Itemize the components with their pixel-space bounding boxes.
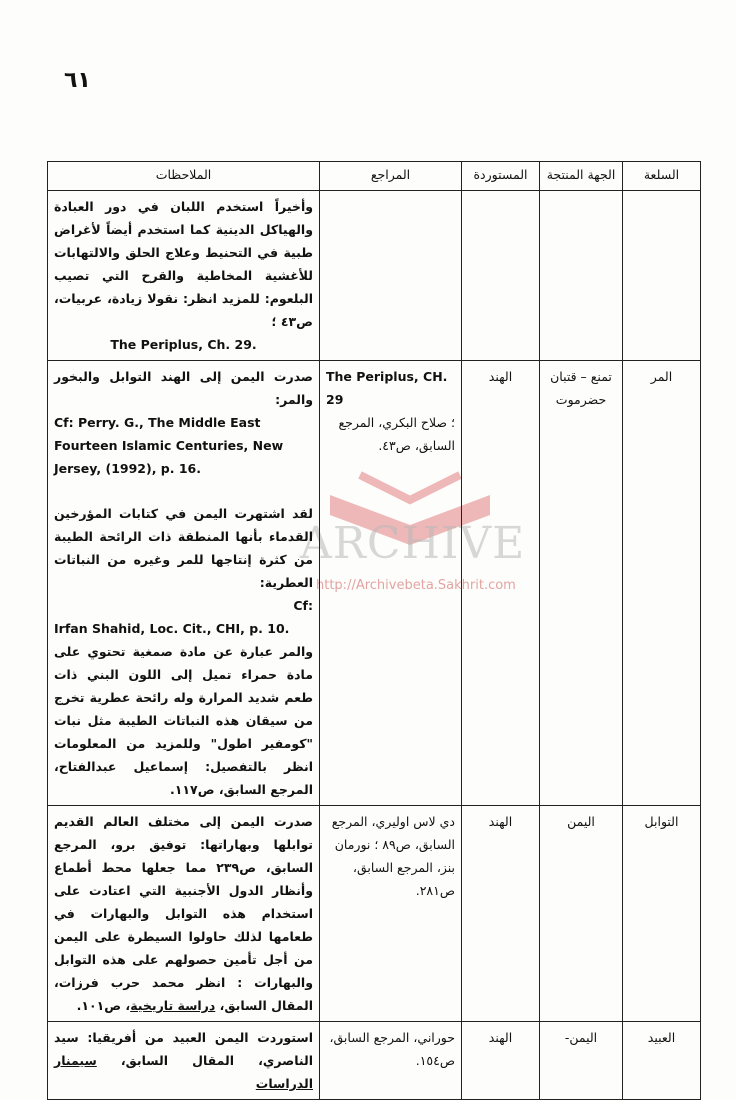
cell-references: دي لاس اوليري، المرجع السابق، ص٨٩ ؛ نورمان بنز، المرجع السابق، ص٢٨١. [320,806,462,1022]
notes-text-3: والمر عبارة عن مادة صمغية تحتوي على مادة حمراء تميل إلى اللون البني ذات طعم شديد المرارة وله رائحة عطرية تخرج من سيقان هذه النباتات الطيبة مثل نبات "كومفير اطول" وللمزيد من المعلومات انظر بالتفصيل: إسماعيل عبدالفتاح، المرجع السابق، ص١١٧. [54,644,313,797]
cell-producer: اليمن [540,806,623,1022]
notes-text: استوردت اليمن العبيد من أفريقيا: سيد الناصري، المقال السابق، [54,1030,313,1068]
page-number: ٦١ [64,68,91,93]
notes-underlined-title: سيمنار الدراسات [54,1053,313,1091]
table-row [48,191,701,361]
header-importer: المستوردة [462,162,540,191]
table-row [48,1022,701,1100]
cell-references: حوراني، المرجع السابق، ص١٥٤. [320,1022,462,1100]
notes-underlined-title: دراسة تاريخية [130,998,216,1013]
header-good: السلعة [623,162,701,191]
cell-notes [48,361,320,806]
watermark-text: ARCHIVE [300,518,526,569]
cell-notes [48,806,320,1022]
cell-good: المر [623,361,701,806]
cell-good [623,191,701,361]
cell-importer: الهند [462,806,540,1022]
notes-tail: ، ص١٠١. [76,998,131,1013]
table-header-row [48,162,701,191]
references-english: The Periplus, CH. 29 [326,369,448,407]
notes-text-1: صدرت اليمن إلى الهند التوابل والبخور والمر: [54,369,313,407]
cell-importer [462,191,540,361]
notes-text: صدرت اليمن إلى مختلف العالم القديم توابلها وبهاراتها: توفيق برو، المرجع السابق، ص٢٣٩ مما جعلها محط أطماع وأنظار الدول الأجنبية التي اعتادت على استخدام هذه التوابل والبهارات في طعامها لذلك حاولوا السيطرة على اليمن من أجل تأمين حصولهم على هذه التوابل والبهارات : انظر محمد حرب فرزات، المقال السابق، [54,814,313,1013]
cell-notes [48,191,320,361]
table-row [48,361,701,806]
cell-notes [48,1022,320,1100]
cell-producer: اليمن- [540,1022,623,1100]
references-text: ؛ صلاح البكري، المرجع السابق، ص٤٣. [338,415,455,453]
cell-good: العبيد [623,1022,701,1100]
watermark-url: http://Archivebeta.Sakhrit.com [316,578,516,593]
cell-importer: الهند [462,1022,540,1100]
header-notes: الملاحظات [48,162,320,191]
cell-references [320,191,462,361]
notes-text-2: لقد اشتهرت اليمن في كتابات المؤرخين القدماء بأنها المنطقة ذات الرائحة الطيبة من كثرة إنتاجها للمر وغيره من النباتات العطرية: [54,506,313,590]
cell-producer: تمنع – قتبان حضرموت [540,361,623,806]
notes-english-ref: The Periplus, Ch. 29. [110,337,257,352]
notes-english-cf: Cf: [293,598,313,613]
header-references: المراجع [320,162,462,191]
cell-good: التوابل [623,806,701,1022]
notes-text: وأخيراً استخدم اللبان في دور العبادة والهياكل الدينية كما استخدم أيضاً لأغراض طبية في التحنيط وعلاج الحلق والالتهابات للأغشية المخاطية والقرح التي تصيب البلعوم: للمزيد انظر: نقولا زيادة، عربيات، ص٤٣ ؛ [54,199,313,329]
goods-table [47,161,701,1100]
cell-references [320,361,462,806]
cell-importer: الهند [462,361,540,806]
cell-producer [540,191,623,361]
notes-english-ref-1: Cf: Perry. G., The Middle East Fourteen Islamic Centuries, New Jersey, (1992), p. 16. [54,415,284,476]
table-row [48,806,701,1022]
notes-english-ref-2: Irfan Shahid, Loc. Cit., CHI, p. 10. [54,621,290,636]
header-producer: الجهة المنتجة [540,162,623,191]
